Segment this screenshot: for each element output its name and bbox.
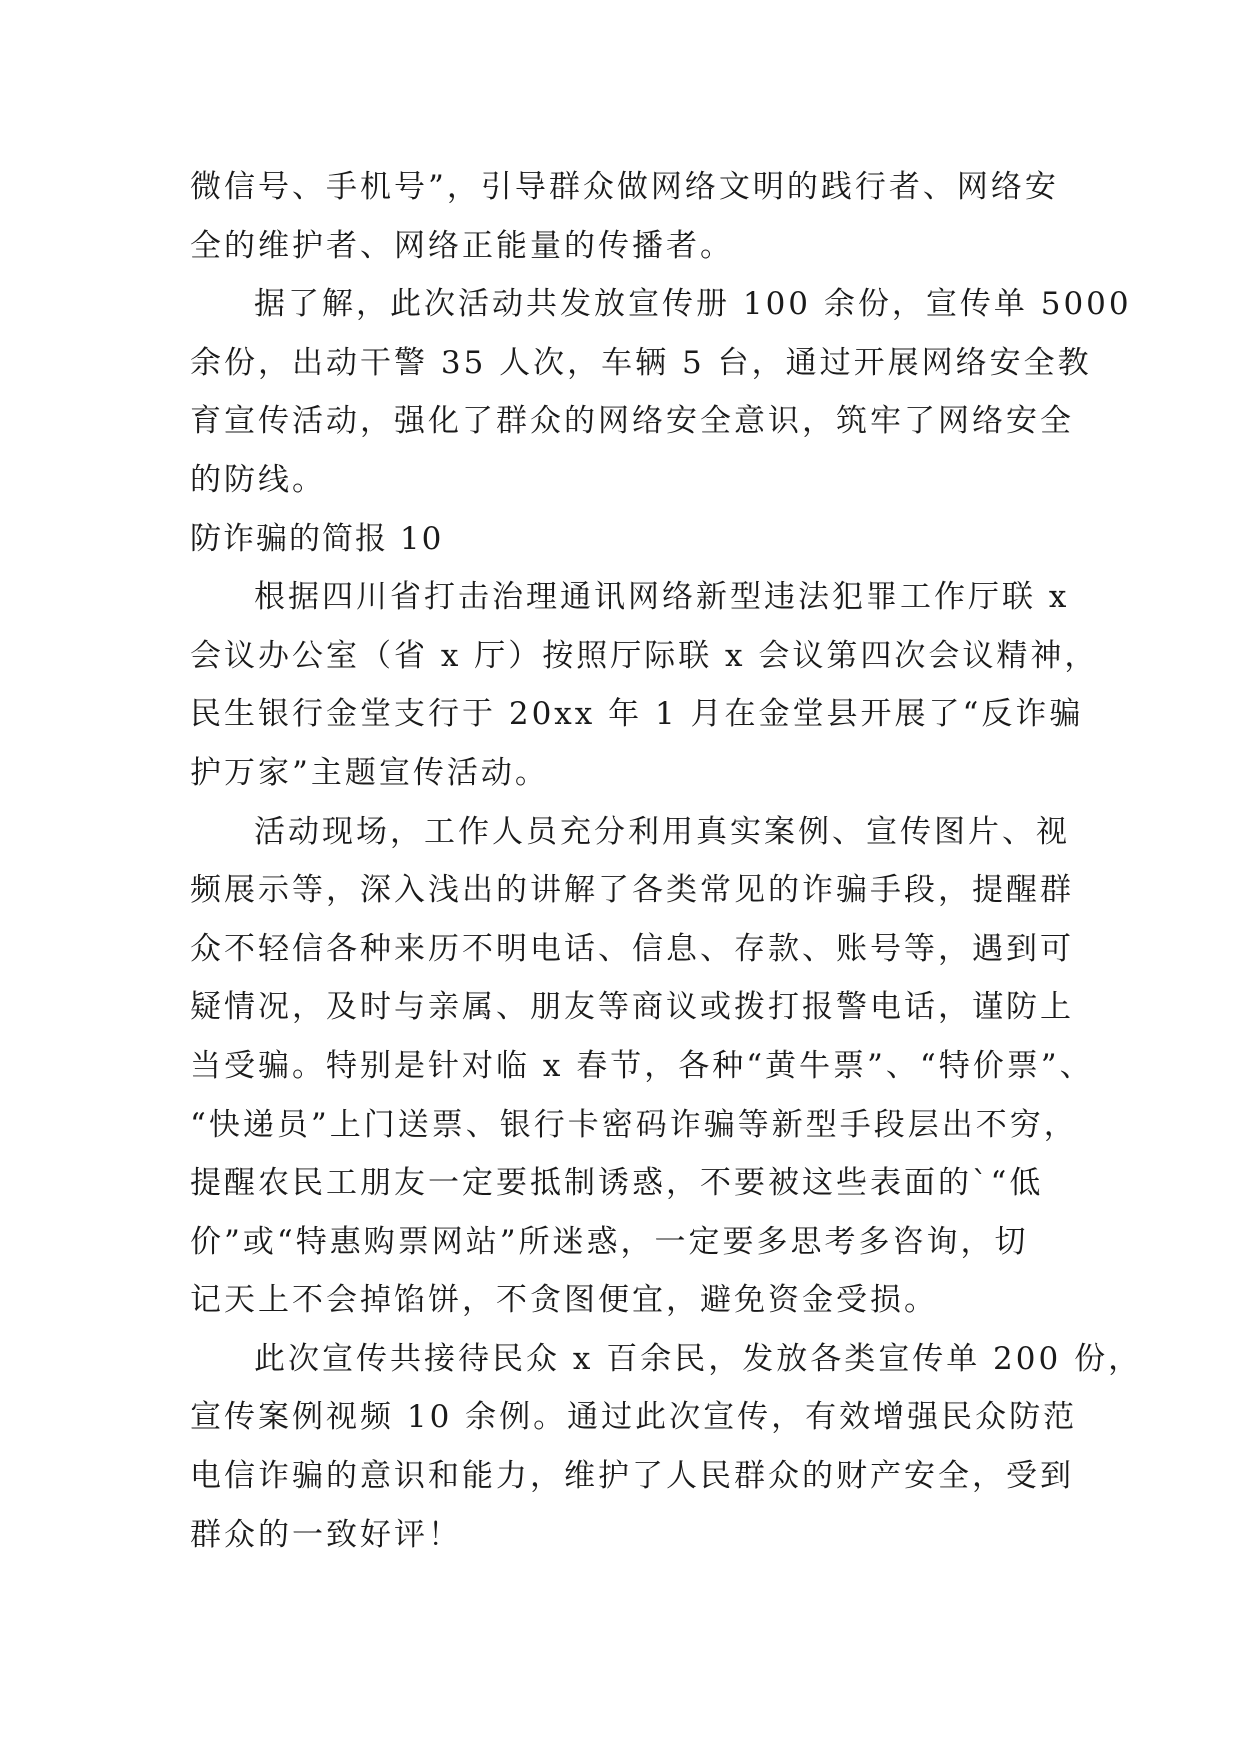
- paragraph-3: [190, 568, 1099, 802]
- text-line: 群众的一致好评！: [190, 1516, 462, 1553]
- text-line: 根据四川省打击治理通讯网络新型违法犯罪工作厅联 x: [254, 579, 1070, 616]
- text-line: 电信诈骗的意识和能力，维护了人民群众的财产安全，受到: [190, 1458, 1074, 1495]
- text-line: 频展示等，深入浅出的讲解了各类常见的诈骗手段，提醒群: [190, 872, 1074, 909]
- text-line: 提醒农民工朋友一定要抵制诱惑，不要被这些表面的`“低: [190, 1165, 1044, 1202]
- text-line: 价”或“特惠购票网站”所迷惑，一定要多思考多咨询，切: [190, 1223, 1029, 1260]
- text-line: 育宣传活动，强化了群众的网络安全意识，筑牢了网络安全: [190, 403, 1074, 440]
- document-body: [190, 158, 1143, 1564]
- text-line: 微信号、手机号”，引导群众做网络文明的践行者、网络安: [190, 169, 1059, 205]
- paragraph-1: [190, 158, 1070, 275]
- text-line: 疑情况，及时与亲属、朋友等商议或拨打报警电话，谨防上: [190, 989, 1074, 1026]
- text-line: 据了解，此次活动共发放宣传册 100 余份，宣传单 5000: [254, 286, 1132, 323]
- text-line: 会议办公室（省 x 厅）按照厅际联 x 会议第四次会议精神，: [190, 637, 1099, 674]
- paragraph-2: [190, 275, 1132, 509]
- text-line: 民生银行金堂支行于 20xx 年 1 月在金堂县开展了“反诈骗: [190, 696, 1084, 733]
- text-line: 记天上不会掉馅饼，不贪图便宜，避免资金受损。: [190, 1282, 938, 1319]
- text-line: 全的维护者、网络正能量的传播者。: [190, 227, 734, 264]
- text-line: 宣传案例视频 10 余例。通过此次宣传，有效增强民众防范: [190, 1399, 1078, 1436]
- section-heading: 防诈骗的简报 10: [190, 520, 444, 557]
- text-line: 众不轻信各种来历不明电话、信息、存款、账号等，遇到可: [190, 930, 1074, 967]
- text-line: “快递员”上门送票、银行卡密码诈骗等新型手段层出不穷，: [190, 1106, 1078, 1143]
- text-line: 活动现场，工作人员充分利用真实案例、宣传图片、视: [254, 813, 1070, 850]
- paragraph-4: [190, 803, 1094, 1330]
- text-line: 的防线。: [190, 461, 326, 498]
- text-line: 余份，出动干警 35 人次，车辆 5 台，通过开展网络安全教: [190, 344, 1092, 381]
- paragraph-5: [190, 1330, 1143, 1564]
- text-line: 护万家”主题宣传活动。: [190, 754, 549, 791]
- text-line: 当受骗。特别是针对临 x 春节，各种“黄牛票”、“特价票”、: [190, 1047, 1094, 1084]
- text-line: 此次宣传共接待民众 x 百余民，发放各类宣传单 200 份，: [254, 1340, 1143, 1377]
